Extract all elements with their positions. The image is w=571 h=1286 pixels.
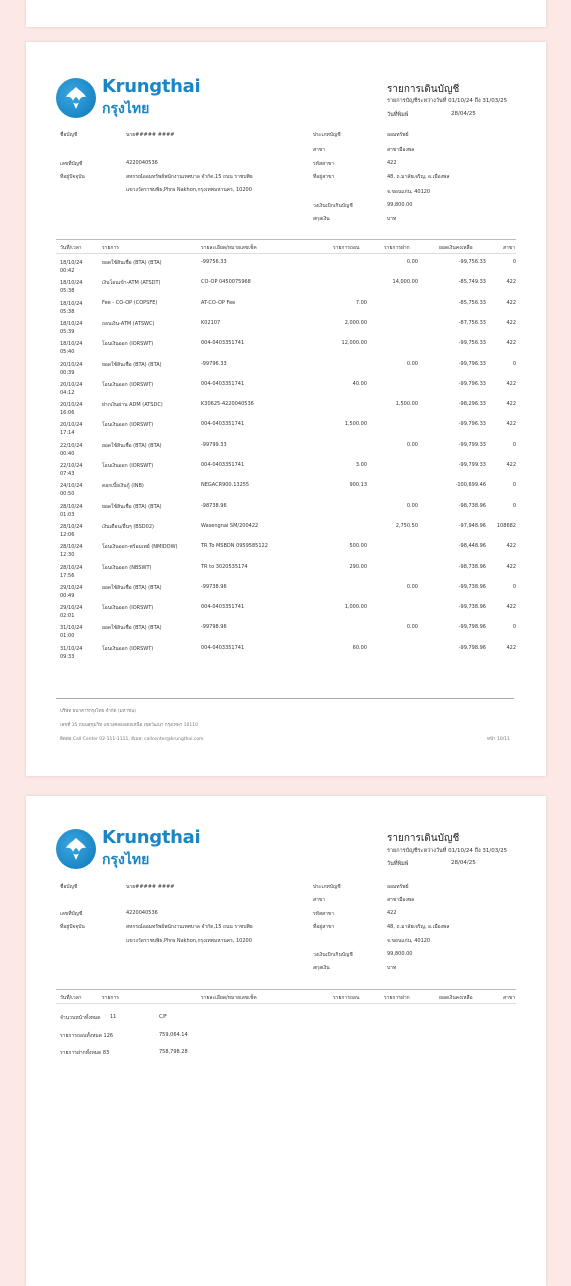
tx-deposit: 0.00 [406, 502, 418, 509]
tx-deposit: 0.00 [406, 360, 418, 367]
tx-date: 31/10/24 [60, 625, 83, 632]
tx-withdraw: 1,500.00 [344, 421, 367, 428]
footer-company: บริษัท ธนาคารกรุงไทย จำกัด (มหาชน) [60, 709, 136, 714]
tx-ref: AT-CO-OP Fee [201, 299, 236, 306]
tx-datetime [60, 361, 100, 377]
tx-date: 18/10/24 [60, 300, 83, 307]
currency-value: บาท [387, 216, 397, 222]
tx-desc: ยอดใช้สินเชื่อ (BTA) (BTA) [102, 625, 162, 632]
krungthai-bird-icon [56, 829, 96, 869]
branch-value: สาขามืองพล [387, 897, 415, 903]
tx-ref: 004-0403351741 [201, 421, 245, 428]
tx-ref: CO-OP 0450075968 [201, 279, 251, 286]
tx-ref: -99738.96 [201, 583, 227, 590]
address-label: ที่อยู่ปัจจุบัน [60, 174, 85, 180]
table-row [26, 523, 546, 543]
account-name-label: ชื่อบัญชี [60, 884, 78, 890]
tx-balance: -99,756.33 [458, 340, 486, 347]
tx-deposit: 0.00 [406, 583, 418, 590]
branch-address-line2: จ.ขอนแก่น, 40120 [387, 938, 431, 944]
bank-name-th: กรุงไทย [102, 852, 150, 868]
tx-time: 04:12 [60, 389, 75, 396]
tx-date: 20/10/24 [60, 422, 83, 429]
tx-date: 29/10/24 [60, 605, 83, 612]
col-withdraw: รายการถอน [333, 245, 360, 251]
overdraft-limit-value: 99,800.00 [387, 951, 413, 957]
tx-datetime [60, 442, 100, 458]
table-header-top-rule [56, 239, 516, 240]
table-row [26, 503, 546, 523]
tx-withdraw: 12,000.00 [341, 340, 367, 347]
table-row [26, 604, 546, 624]
account-number-label: เลขที่บัญชี [60, 161, 83, 167]
tx-desc: ยอดใช้สินเชื่อ (BTA) (BTA) [102, 442, 162, 449]
tx-datetime [60, 259, 100, 275]
tx-branch: 422 [506, 604, 516, 611]
tx-branch: 422 [506, 279, 516, 286]
table-row [26, 361, 546, 381]
tx-datetime [60, 421, 100, 437]
tx-balance: -98,738.96 [458, 563, 486, 570]
footer-contact: ติดต่อ Call Center 02-111-1111, อีเมล: callcenter@krungthai.com [60, 737, 204, 742]
tx-desc: เงินโอนเข้า-ATM (ATSDT) [102, 280, 161, 287]
tx-desc: ถอนเงิน-ATM (ATSWC) [102, 320, 155, 327]
tx-date: 24/10/24 [60, 483, 83, 490]
tx-time: 05:39 [60, 328, 75, 335]
tx-desc: ยอดใช้สินเชื่อ (BTA) (BTA) [102, 361, 162, 368]
tx-date: 28/10/24 [60, 544, 83, 551]
tx-ref: K30625-4220040536 [201, 401, 254, 408]
tx-branch: 108682 [496, 522, 516, 529]
summary-page-count-value: 11 [110, 1014, 117, 1020]
table-row [26, 584, 546, 604]
account-type-value: ออมทรัพย์ [387, 132, 409, 138]
table-row [26, 442, 546, 462]
tx-date: 20/10/24 [60, 381, 83, 388]
tx-desc: โอนเงินออก-พร้อมเพย์ (NMIDOW) [102, 544, 178, 551]
tx-deposit: 0.00 [406, 624, 418, 631]
tx-time: 17:14 [60, 430, 75, 437]
tx-datetime [60, 340, 100, 356]
tx-ref: NEGACR900.13255 [201, 482, 250, 489]
tx-desc: ยอดใช้สินเชื่อ (BTA) (BTA) [102, 260, 162, 266]
tx-balance: -99,796.33 [458, 380, 486, 387]
tx-balance: -99,796.33 [458, 360, 486, 367]
branch-address-label: ที่อยู่สาขา [313, 924, 335, 930]
footer-rule [56, 698, 514, 699]
tx-deposit: 0.00 [406, 441, 418, 448]
tx-branch: 0 [512, 259, 516, 265]
tx-time: 01:00 [60, 633, 75, 640]
tx-time: 00:40 [60, 450, 75, 457]
tx-ref: -99796.33 [201, 360, 227, 367]
currency-label: สกุลเงิน [313, 965, 330, 971]
tx-balance: -99,799.33 [458, 441, 486, 448]
summary-carry-forward: C/F [159, 1014, 168, 1020]
tx-branch: 0 [512, 502, 516, 509]
tx-deposit: 2,750.50 [395, 522, 418, 529]
tx-date: 29/10/24 [60, 584, 83, 591]
tx-datetime [60, 503, 100, 519]
col-withdraw: รายการถอน [333, 995, 360, 1001]
table-row [26, 624, 546, 644]
previous-page-bottom [26, 0, 546, 27]
tx-withdraw: 900.13 [349, 482, 367, 489]
print-date-value: 28/04/25 [451, 111, 476, 117]
table-row [26, 259, 546, 279]
tx-withdraw: 60.00 [352, 644, 367, 651]
tx-balance: -99,756.33 [458, 259, 486, 265]
table-row [26, 279, 546, 299]
tx-time: 00:42 [60, 268, 75, 274]
table-row [26, 300, 546, 320]
tx-time: 05:38 [60, 308, 75, 315]
tx-desc: ยอดใช้สินเชื่อ (BTA) (BTA) [102, 584, 162, 591]
col-description: รายการ [102, 995, 119, 1001]
tx-withdraw: 2,000.00 [344, 319, 367, 326]
bank-name-th: กรุงไทย [102, 101, 150, 117]
col-deposit: รายการฝาก [384, 995, 410, 1001]
tx-desc: โอนเงินออก (NBSWT) [102, 564, 152, 571]
tx-time: 01:03 [60, 511, 75, 518]
tx-date: 18/10/24 [60, 341, 83, 348]
account-name-value: นาย##### #### [126, 132, 175, 138]
tx-date: 18/10/24 [60, 260, 83, 266]
tx-balance: -98,448.96 [458, 543, 486, 550]
tx-time: 00:49 [60, 592, 75, 599]
tx-date: 28/10/24 [60, 523, 83, 530]
tx-desc: โอนเงินออก (IORSWT) [102, 341, 154, 348]
tx-datetime [60, 564, 100, 580]
tx-branch: 422 [506, 299, 516, 306]
tx-desc: โอนเงินออก (IORSWT) [102, 605, 154, 612]
summary-withdraw-label: รายการถอนทั้งหมด 126 [60, 1033, 114, 1039]
tx-time: 05:40 [60, 349, 75, 356]
tx-branch: 422 [506, 462, 516, 468]
summary-deposit-label: รายการฝากทั้งหมด 83 [60, 1050, 110, 1056]
account-name-label: ชื่อบัญชี [60, 132, 78, 138]
tx-branch: 0 [512, 624, 516, 631]
address-line2: แขวงวัดราชบพิธ,Phra Nakhon,กรุงเทพมหานคร, 10200 [126, 938, 252, 944]
table-row [26, 340, 546, 360]
currency-label: สกุลเงิน [313, 216, 330, 222]
tx-balance: -99,798.96 [458, 644, 486, 651]
statement-period: รายการบัญชีระหว่างวันที่ 01/10/24 ถึง 31/03/25 [387, 848, 508, 854]
tx-date: 31/10/24 [60, 645, 83, 652]
document-title: รายการเดินบัญชี [387, 84, 460, 95]
tx-branch: 422 [506, 644, 516, 651]
tx-balance: -85,756.33 [458, 299, 486, 306]
table-row [26, 381, 546, 401]
tx-date: 18/10/24 [60, 280, 83, 287]
col-branch: สาขา [503, 245, 516, 251]
tx-desc: ดอกเบี้ยเงินกู้ (INB) [102, 483, 144, 490]
col-balance: ยอดเงินคงเหลือ [439, 995, 473, 1001]
tx-datetime [60, 300, 100, 316]
tx-withdraw: 3.00 [355, 462, 367, 468]
tx-balance: -99,798.96 [458, 624, 486, 631]
document-title: รายการเดินบัญชี [387, 833, 460, 844]
account-number-value: 4220040536 [126, 160, 158, 166]
footer-address: เลขที่ 35 ถนนสุขุมวิท แขวงคลองเตยเหนือ เขตวัฒนา กรุงเทพฯ 10110 [60, 723, 198, 728]
col-datetime: วันที่/เวลา [60, 245, 82, 251]
tx-branch: 422 [506, 563, 516, 570]
tx-datetime [60, 543, 100, 559]
tx-time: 17:56 [60, 572, 75, 579]
account-type-label: ประเภทบัญชี [313, 884, 341, 890]
tx-date: 18/10/24 [60, 320, 83, 327]
tx-datetime [60, 279, 100, 295]
table-row [26, 645, 546, 665]
currency-value: บาท [387, 965, 397, 971]
tx-desc: Fee - CO-OP (COPSFE) [102, 299, 158, 306]
tx-deposit: 0.00 [406, 259, 418, 265]
tx-date: 22/10/24 [60, 442, 83, 449]
tx-ref: 004-0403351741 [201, 604, 245, 611]
tx-date: 20/10/24 [60, 402, 83, 409]
tx-ref: 004-0403351741 [201, 340, 245, 347]
branch-code-label: รหัสสาขา [313, 911, 335, 917]
tx-withdraw: 40.00 [352, 380, 367, 387]
col-description: รายการ [102, 245, 119, 251]
tx-ref: 004-0403351741 [201, 462, 245, 468]
account-type-label: ประเภทบัญชี [313, 132, 341, 138]
krungthai-bird-icon [56, 78, 96, 118]
tx-datetime [60, 462, 100, 478]
tx-branch: 0 [512, 360, 516, 367]
branch-address-line1: 48, ถ.มาลัยเจริญ, อ.เมืองพล [387, 924, 450, 930]
tx-datetime [60, 584, 100, 600]
tx-time: 12:30 [60, 552, 75, 559]
tx-withdraw: 7.00 [355, 299, 367, 306]
tx-time: 05:38 [60, 288, 75, 295]
tx-datetime [60, 523, 100, 539]
tx-desc: เงินเดือน/อื่นๆ (BSD02) [102, 523, 154, 530]
table-row [26, 462, 546, 482]
branch-address-label: ที่อยู่สาขา [313, 174, 335, 180]
tx-time: 00:50 [60, 491, 75, 498]
tx-branch: 422 [506, 401, 516, 408]
tx-balance: -98,738.96 [458, 502, 486, 509]
tx-balance: -99,796.33 [458, 421, 486, 428]
tx-time: 09:33 [60, 653, 75, 660]
tx-balance: -99,799.33 [458, 462, 486, 468]
tx-desc: โอนเงินออก (IORSWT) [102, 463, 154, 469]
address-line1: สหกรณ์ออมทรัพย์พนักงานเทศบาล จำกัด,15 ถนน ราชบพิธ [126, 924, 253, 930]
account-number-value: 4220040536 [126, 910, 158, 916]
page-number: หน้า 10/11 [487, 737, 510, 742]
tx-date: 28/10/24 [60, 564, 83, 571]
print-date-value: 28/04/25 [451, 860, 476, 866]
summary-deposit-value: 758,798.28 [159, 1049, 188, 1055]
tx-ref: -99799.33 [201, 441, 227, 448]
tx-branch: 0 [512, 583, 516, 590]
branch-value: สาขามืองพล [387, 147, 415, 153]
statement-period: รายการบัญชีระหว่างวันที่ 01/10/24 ถึง 31/03/25 [387, 98, 508, 104]
summary-withdraw-value: 759,064.14 [159, 1032, 188, 1038]
tx-balance: -97,948.96 [458, 522, 486, 529]
tx-deposit: 1,500.00 [395, 401, 418, 408]
bank-name-en: Krungthai [102, 76, 201, 97]
tx-branch: 422 [506, 421, 516, 428]
branch-label: สาขา [313, 147, 326, 153]
col-branch: สาขา [503, 995, 516, 1001]
krungthai-logo [56, 78, 216, 118]
table-row [26, 401, 546, 421]
tx-withdraw: 1,000.00 [344, 604, 367, 611]
krungthai-logo [56, 829, 216, 869]
col-reference: รายละเอียด/หมายเลขเช็ค [201, 995, 257, 1001]
tx-date: 22/10/24 [60, 463, 83, 469]
tx-balance: -99,738.96 [458, 604, 486, 611]
table-header-bottom-rule [56, 253, 516, 254]
print-date-label: วันที่พิมพ์ [387, 861, 409, 867]
table-row [26, 543, 546, 563]
tx-ref: -98738.96 [201, 502, 227, 509]
overdraft-limit-value: 99,800.00 [387, 202, 413, 208]
tx-date: 20/10/24 [60, 361, 83, 368]
tx-ref: 004-0403351741 [201, 644, 245, 651]
tx-datetime [60, 482, 100, 498]
tx-datetime [60, 624, 100, 640]
statement-page-1 [26, 42, 546, 776]
tx-datetime [60, 604, 100, 620]
statement-page-2 [26, 796, 546, 1286]
print-date-label: วันที่พิมพ์ [387, 112, 409, 118]
tx-ref: Wasengnai SM/200422 [201, 522, 259, 529]
overdraft-limit-label: วงเงินเบิกเกินบัญชี [313, 203, 353, 209]
address-line1: สหกรณ์ออมทรัพย์พนักงานเทศบาล จำกัด,15 ถนน ราชบพิธ [126, 174, 253, 180]
tx-balance: -100,699.46 [455, 482, 486, 489]
tx-time: 12:06 [60, 531, 75, 538]
tx-ref: -99756.33 [201, 259, 227, 265]
tx-branch: 422 [506, 380, 516, 387]
overdraft-limit-label: วงเงินเบิกเกินบัญชี [313, 952, 353, 958]
branch-code-value: 422 [387, 910, 397, 916]
table-header-bottom-rule [56, 1003, 516, 1004]
col-reference: รายละเอียด/หมายเลขเช็ค [201, 245, 257, 251]
tx-balance: -99,738.96 [458, 583, 486, 590]
branch-code-value: 422 [387, 160, 397, 166]
tx-ref: TR to 3020535174 [201, 563, 248, 570]
tx-branch: 422 [506, 543, 516, 550]
tx-branch: 422 [506, 340, 516, 347]
tx-branch: 0 [512, 482, 516, 489]
tx-datetime [60, 645, 100, 661]
tx-withdraw: 290.00 [349, 563, 367, 570]
tx-branch: 0 [512, 441, 516, 448]
tx-branch: 422 [506, 319, 516, 326]
tx-time: 07:43 [60, 471, 75, 477]
tx-datetime [60, 401, 100, 417]
table-row [26, 564, 546, 584]
account-name-value: นาย##### #### [126, 884, 175, 890]
account-type-value: ออมทรัพย์ [387, 884, 409, 890]
tx-deposit: 14,000.00 [392, 279, 418, 286]
address-label: ที่อยู่ปัจจุบัน [60, 924, 85, 930]
tx-datetime [60, 320, 100, 336]
tx-ref: K02107 [201, 319, 221, 326]
branch-code-label: รหัสสาขา [313, 161, 335, 167]
tx-datetime [60, 381, 100, 397]
summary-page-count-label: จำนวนหน้าทั้งหมด [60, 1015, 101, 1021]
tx-time: 00:39 [60, 369, 75, 376]
tx-desc: โอนเงินออก (IORSWT) [102, 645, 154, 652]
address-line2: แขวงวัดราชบพิธ,Phra Nakhon,กรุงเทพมหานคร, 10200 [126, 187, 252, 193]
tx-ref: 004-0403351741 [201, 380, 245, 387]
tx-ref: -99798.96 [201, 624, 227, 631]
account-number-label: เลขที่บัญชี [60, 911, 83, 917]
table-row [26, 320, 546, 340]
col-datetime: วันที่/เวลา [60, 995, 82, 1001]
bank-name-en: Krungthai [102, 827, 201, 848]
tx-desc: โอนเงินออก (IORSWT) [102, 381, 154, 388]
tx-date: 28/10/24 [60, 503, 83, 510]
tx-desc: ยอดใช้สินเชื่อ (BTA) (BTA) [102, 503, 162, 510]
branch-label: สาขา [313, 897, 326, 903]
tx-balance: -85,749.33 [458, 279, 486, 286]
col-balance: ยอดเงินคงเหลือ [439, 245, 473, 251]
table-row [26, 482, 546, 502]
branch-address-line2: จ.ขอนแก่น, 40120 [387, 189, 431, 195]
tx-ref: TR To MSBDN 0959585122 [201, 543, 268, 550]
tx-balance: -87,756.33 [458, 319, 486, 326]
tx-time: 02:01 [60, 613, 75, 620]
tx-balance: -98,296.33 [458, 401, 486, 408]
tx-desc: โอนเงินออก (IORSWT) [102, 422, 154, 429]
tx-time: 16:06 [60, 410, 75, 417]
tx-withdraw: 500.00 [349, 543, 367, 550]
col-deposit: รายการฝาก [384, 245, 410, 251]
table-row [26, 421, 546, 441]
branch-address-line1: 48, ถ.มาลัยเจริญ, อ.เมืองพล [387, 174, 450, 180]
table-header-top-rule [56, 989, 516, 990]
tx-desc: ฝากเงินผ่าน ADM (ATSDC) [102, 402, 163, 409]
